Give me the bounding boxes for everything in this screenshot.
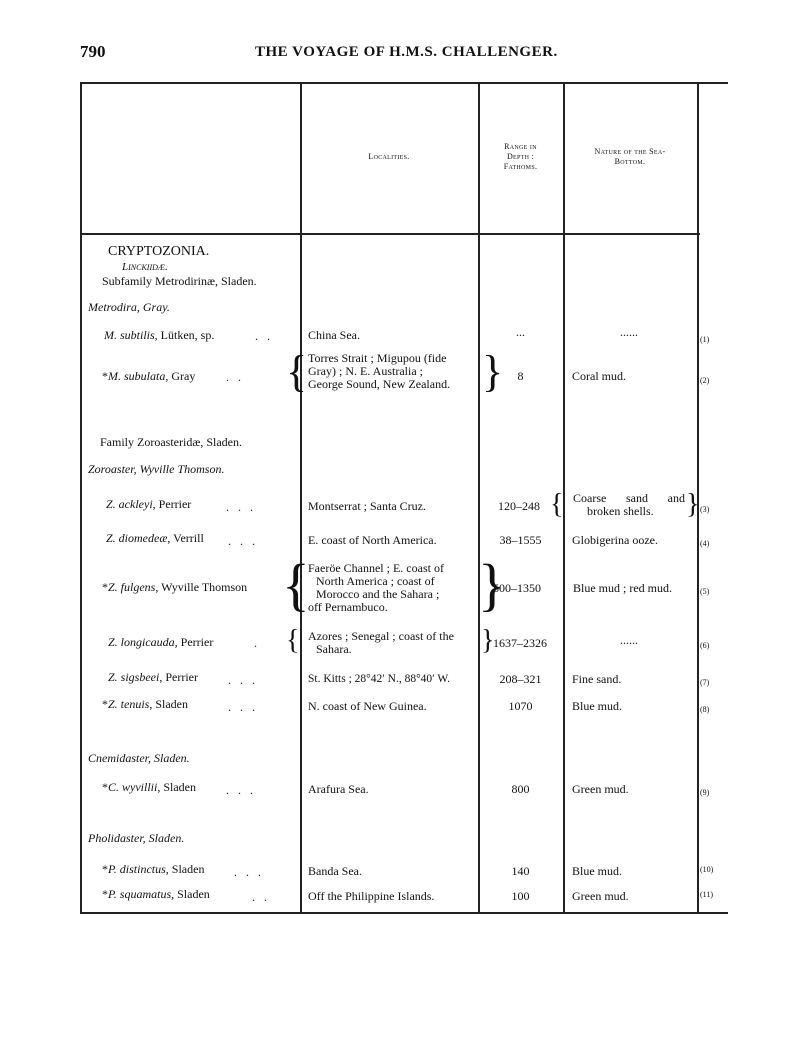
genus-heading: Zoroaster, Wyville Thomson. [88, 462, 225, 476]
species-row [106, 498, 191, 511]
locality-cell: Montserrat ; Santa Cruz. [308, 499, 426, 513]
species-name: P. squamatus [108, 887, 172, 901]
right-brace: } [686, 489, 700, 520]
new-species-marker: * [102, 862, 108, 876]
leader-dots: . [254, 636, 258, 650]
left-brace: { [286, 625, 300, 656]
species-row [102, 370, 195, 383]
footnote-ref: (5) [700, 587, 710, 596]
species-row [108, 671, 198, 684]
family-heading: Linckiidæ. [122, 261, 168, 273]
locality-line: Azores ; Senegal ; coast of the [308, 629, 454, 643]
leader-dots: . . [255, 329, 271, 343]
right-brace: } [478, 552, 506, 617]
leader-dots: . . . [228, 700, 256, 714]
bottom-line: broken shells. [587, 504, 654, 518]
species-author: , Lütken, sp. [154, 328, 215, 342]
header-localities: Localities. [368, 152, 410, 161]
left-brace: { [286, 347, 308, 396]
left-brace: { [550, 489, 564, 520]
species-name: M. subulata [108, 369, 166, 383]
species-name: C. wyvillii [108, 780, 158, 794]
species-row [102, 863, 204, 876]
depth-cell: 1070 [508, 699, 533, 713]
species-author: , Sladen [171, 887, 210, 901]
depth-cell: 1637–2326 [493, 636, 547, 650]
species-name: Z. sigsbeei [108, 670, 160, 684]
locality-cell [308, 630, 474, 656]
bottom-cell [573, 492, 685, 518]
footnote-ref: (9) [700, 788, 710, 797]
locality-cell: Banda Sea. [308, 864, 362, 878]
genus-heading: Cnemidaster, Sladen. [88, 751, 190, 765]
bottom-cell: Blue mud. [572, 699, 622, 713]
bottom-cell: ...... [620, 325, 638, 339]
locality-line: Sahara. [316, 642, 352, 656]
species-name: Z. tenuis [108, 697, 150, 711]
depth-cell: 140 [511, 864, 530, 878]
species-name: M. subtilis [104, 328, 155, 342]
left-brace: { [282, 552, 310, 617]
depth-cell: 208–321 [499, 672, 542, 686]
table-left-rule [80, 82, 82, 912]
bottom-cell: Green mud. [572, 889, 629, 903]
leader-dots: . . . [234, 865, 262, 879]
species-author: , Sladen [157, 780, 197, 794]
species-author: , Verrill [167, 531, 204, 545]
header-bottom-line: Nature of the Sea- [594, 147, 666, 156]
page-number: 790 [80, 42, 106, 61]
header-depth-line: Range in [504, 142, 537, 151]
locality-line: Torres Strait ; Migupou (fide [308, 351, 447, 365]
species-name: Z. longicauda [108, 635, 175, 649]
locality-cell: Off the Philippine Islands. [308, 889, 435, 903]
locality-line: Morocco and the Sahara ; [316, 587, 440, 601]
new-species-marker: * [102, 780, 108, 794]
species-row [106, 532, 204, 545]
species-row [108, 636, 213, 649]
species-author: , Perrier [152, 497, 192, 511]
species-author: , Perrier [174, 635, 214, 649]
species-name: P. distinctus [108, 862, 166, 876]
species-row [104, 329, 214, 342]
bottom-cell: Green mud. [572, 782, 629, 796]
footnote-ref: (7) [700, 678, 710, 687]
species-author: , Perrier [159, 670, 198, 684]
new-species-marker: * [102, 369, 108, 383]
leader-dots: . . . [226, 500, 254, 514]
locality-line: North America ; coast of [316, 574, 435, 588]
bottom-cell: Coral mud. [572, 369, 626, 383]
locality-cell: St. Kitts ; 28°42′ N., 88°40′ W. [308, 673, 451, 685]
locality-cell [308, 562, 474, 614]
footnote-ref: (3) [700, 505, 710, 514]
species-name: Z. ackleyi [106, 497, 153, 511]
footnote-ref: (8) [700, 705, 710, 714]
genus-heading: Metrodira, Gray. [88, 300, 170, 314]
header-depth [478, 142, 563, 172]
locality-line: Gray) ; N. E. Australia ; [308, 364, 423, 378]
header-depth-line: Fathoms. [503, 162, 538, 171]
family-heading: Family Zoroasteridæ, Sladen. [100, 435, 242, 449]
locality-cell [308, 352, 474, 391]
new-species-marker: * [102, 580, 108, 594]
bottom-cell: Globigerina ooze. [572, 533, 658, 547]
header-bottom [563, 147, 697, 167]
right-brace: } [482, 347, 504, 396]
leader-dots: . . [226, 370, 242, 384]
table-bottom-rule [80, 912, 728, 914]
depth-cell: 500–1350 [493, 581, 541, 595]
header-bottom-line: Bottom. [614, 157, 646, 166]
species-name: Z. diomedeæ [106, 531, 168, 545]
header-rule [80, 233, 700, 235]
footnote-ref: (10) [700, 865, 714, 874]
depth-cell: ... [516, 325, 525, 339]
species-row [102, 698, 188, 711]
locality-line: off Pernambuco. [308, 600, 388, 614]
leader-dots: . . [252, 890, 268, 904]
footnote-ref: (6) [700, 641, 710, 650]
locality-cell: E. coast of North America. [308, 533, 437, 547]
new-species-marker: * [102, 887, 108, 901]
locality-line: George Sound, New Zealand. [308, 377, 451, 391]
depth-cell: 100 [511, 889, 530, 903]
depth-cell: 8 [517, 369, 524, 383]
species-name: Z. fulgens [108, 580, 156, 594]
species-row [102, 781, 196, 794]
leader-dots: . . . [228, 673, 256, 687]
locality-cell: China Sea. [308, 328, 360, 342]
locality-line: Faeröe Channel ; E. coast of [308, 561, 444, 575]
bottom-cell: Fine sand. [572, 672, 622, 686]
locality-cell: N. coast of New Guinea. [308, 699, 427, 713]
column-rule-1 [300, 82, 302, 912]
new-species-marker: * [102, 697, 108, 711]
species-row [102, 888, 210, 901]
species-author: , Sladen [165, 862, 205, 876]
bottom-line: Coarse sand and [573, 491, 685, 505]
running-title: THE VOYAGE OF H.M.S. CHALLENGER. [255, 44, 558, 60]
species-author: , Sladen [149, 697, 189, 711]
footnote-ref: (11) [700, 890, 714, 899]
footnote-ref: (2) [700, 376, 710, 385]
species-author: , Gray [165, 369, 196, 383]
genus-heading: Pholidaster, Sladen. [88, 831, 185, 845]
footnote-ref: (1) [700, 335, 710, 344]
species-row [102, 581, 247, 594]
depth-cell: 38–1555 [499, 533, 542, 547]
leader-dots: . . . [226, 783, 254, 797]
bottom-cell: Blue mud ; red mud. [573, 581, 672, 595]
right-brace: } [481, 625, 495, 656]
bottom-cell: Blue mud. [572, 864, 622, 878]
bottom-cell: ...... [620, 633, 638, 647]
depth-cell: 120–248 [498, 499, 540, 513]
depth-cell: 800 [511, 782, 530, 796]
footnote-ref: (4) [700, 539, 710, 548]
subfamily-heading: Subfamily Metrodirinæ, Sladen. [102, 274, 257, 288]
locality-cell: Arafura Sea. [308, 782, 369, 796]
species-author: , Wyville Thomson [155, 580, 248, 594]
table-top-rule [80, 82, 728, 84]
header-depth-line: Depth : [506, 152, 535, 161]
leader-dots: . . . [228, 534, 256, 548]
group-heading: CRYPTOZONIA. [108, 244, 210, 259]
